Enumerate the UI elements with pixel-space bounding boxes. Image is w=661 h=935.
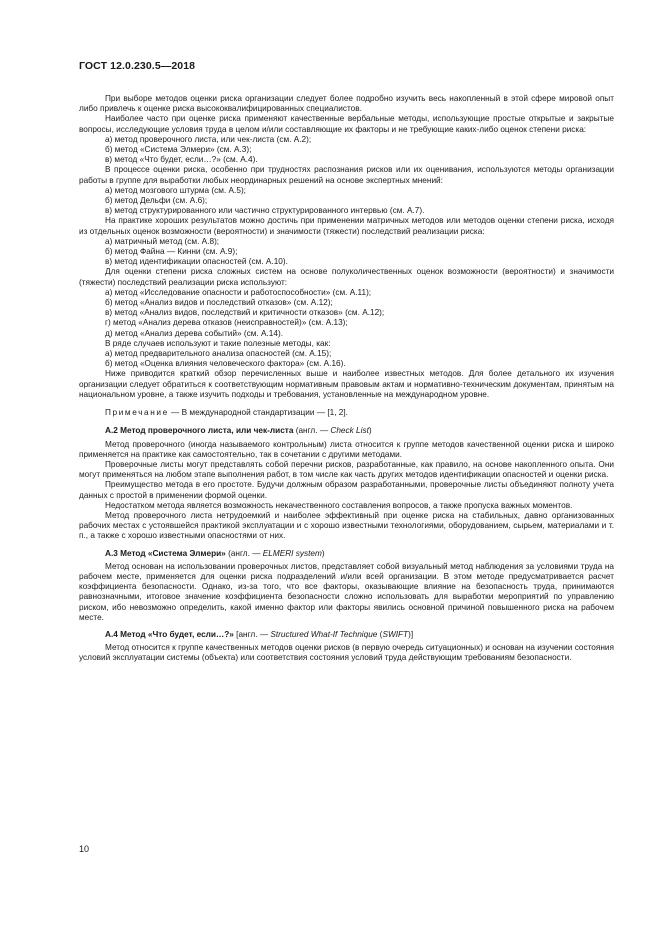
section-heading-a3: [79, 549, 614, 559]
paragraph: Метод относится к группе качественных методов оценки рисков (в первую очередь ситуационных) и основан на изучении состояния условий эксплуатации системы (объекта) или соответствия состояния условий труда действующим требованиям безопасности.: [79, 643, 614, 663]
section-eng-mid: (: [377, 629, 383, 639]
section-heading-a4: [79, 630, 614, 640]
list-item: б) метод «Система Элмери» (см. А.3);: [105, 145, 252, 155]
section-title: А.2 Метод проверочного листа, или чек-листа: [105, 426, 294, 436]
list-item: в) метод структурированного или частично структурированного интервью (см. А.7).: [105, 206, 425, 216]
document-header: ГОСТ 12.0.230.5—2018: [79, 60, 196, 72]
paragraph: Метод основан на использовании проверочных листов, представляет собой визуальный метод наблюдения за условиями труда на рабочем месте, применяется для оценки риска подразделений и/или всей организации. В этом методе предусматривается расчет коэффициента безопасности. Однако, из-за того, что все факторы, оказывающие влияние на безопасность труда, принимаются равнозначными, итоговое значение коэффициента безопасности сложно использовать для выработки мероприятий по управлению риском, ибо невозможно определить, какой именно фактор или факторы явились основной причиной повышенного риска на рабочем месте.: [79, 561, 614, 622]
section-eng-name: Check List: [330, 426, 369, 436]
note-label: Примечание: [105, 408, 169, 418]
section-title: А.4 Метод «Что будет, если…?»: [105, 629, 234, 639]
note: [79, 408, 614, 418]
note-dash: —: [168, 408, 182, 418]
list-item: а) метод проверочного листа, или чек-листа (см. А.2);: [105, 134, 312, 144]
list-item: б) метод Дельфи (см. А.6);: [105, 196, 208, 206]
section-eng-prefix: (англ. —: [293, 426, 331, 436]
paragraph: Недостатком метода является возможность некачественного составления вопросов, а также пропуска важных моментов.: [105, 500, 573, 510]
list-item: в) метод «Что будет, если…?» (см. А.4).: [105, 155, 258, 165]
paragraph: Наиболее часто при оценке риска применяют качественные вербальные методы, использующие простые открытые и закрытые вопросы, исследующие условия труда в целом и/или составляющие их факторы и не требующие каких-либо оценок степени риска:: [79, 114, 614, 134]
document-body: [79, 94, 614, 664]
section-eng-suffix: )]: [408, 629, 414, 639]
page-number: 10: [79, 844, 90, 854]
paragraph: В процессе оценки риска, особенно при трудностях распознания рисков или их оценивания, используются методы организации работы в группе для выработки любых неординарных решений на основе экспертных мнений:: [79, 165, 614, 185]
section-eng-prefix: (англ. —: [225, 548, 263, 558]
paragraph: Ниже приводится краткий обзор перечисленных выше и наиболее известных методов. Для более детального их изучения организации следует обратиться к соответствующим нормативным правовым актам и нормативно-техническим документам, принятым на национальном уровне, а также изучить подходы и требования, установленные на международном уровне.: [79, 369, 614, 399]
list-item: д) метод «Анализ дерева событий» (см. А.14).: [105, 328, 283, 338]
list-item: а) метод предварительного анализа опасностей (см. А.15);: [105, 349, 332, 359]
section-eng-abbr: SWIFT: [382, 629, 409, 639]
list-item: а) метод мозгового штурма (см. А.5);: [105, 185, 246, 195]
list-item: б) метод «Анализ видов и последствий отказов» (см. А.12);: [105, 298, 333, 308]
list-item: б) метод «Оценка влияния человеческого фактора» (см. А.16).: [105, 359, 346, 369]
section-heading-a2: [79, 426, 614, 436]
paragraph: Метод проверочного (иногда называемого контрольным) листа относится к группе методов качественной оценки риска и широко применяется на практике как самостоятельно, так в сочетании с другими методами.: [79, 439, 614, 459]
list-item: а) матричный метод (см. А.8);: [105, 236, 220, 246]
paragraph: Для оценки степени риска сложных систем на основе полуколичественных оценок возможности (вероятности) и значимости (тяжести) последствий реализации риска используют:: [79, 267, 614, 287]
paragraph: При выборе методов оценки риска организации следует более подробно изучить весь накопленный в этой сфере мировой опыт либо привлечь к оценке риска высококвалифицированных специалистов.: [79, 94, 614, 114]
list-item: а) метод «Исследование опасности и работоспособности» (см. А.11);: [105, 287, 372, 297]
paragraph: На практике хороших результатов можно достичь при применении матричных методов или методов оценки степени риска, исходя из отдельных оценок возможности (вероятности) и значимости (тяжести) последствий реализации риска:: [79, 216, 614, 236]
section-title: А.3 Метод «Система Элмери»: [105, 548, 226, 558]
note-text: В международной стандартизации — [1, 2].: [181, 408, 348, 418]
section-eng-suffix: ): [368, 426, 372, 436]
section-eng-name: ELMERI system: [262, 548, 322, 558]
paragraph: Метод проверочного листа нетрудоемкий и наиболее эффективный при оценке риска на стабильных, давно организованных рабочих местах с устоявшейся практикой эксплуатации и с хорошо известными технологиями, оборудованием, сырьем, материалами и т. п., а также с хорошо известными опасностями от них.: [79, 510, 614, 541]
list-item: в) метод «Анализ видов, последствий и критичности отказов» (см. А.12);: [105, 308, 385, 318]
paragraph: Преимущество метода в его простоте. Будучи должным образом разработанными, проверочные листы объединяют полноту учета данных с простой в применении формой оценки.: [79, 480, 614, 500]
list-item: б) метод Файна — Кинни (см. А.9);: [105, 247, 238, 257]
list-item: в) метод идентификации опасностей (см. А.10).: [105, 257, 288, 267]
paragraph: В ряде случаев используют и такие полезные методы, как:: [105, 338, 331, 348]
section-eng-suffix: ): [321, 548, 325, 558]
list-item: г) метод «Анализ дерева отказов (неисправностей)» (см. А.13);: [105, 318, 348, 328]
paragraph: Проверочные листы могут представлять собой перечни рисков, разработанные, как правило, на основе накопленного опыта. Они могут применяться на любом этапе выполнения работ, в том числе как часть других методов идентификации опасностей и оценки риска.: [79, 459, 614, 480]
section-eng-name: Structured What-If Technique: [270, 629, 378, 639]
section-eng-prefix: [англ. —: [233, 629, 271, 639]
